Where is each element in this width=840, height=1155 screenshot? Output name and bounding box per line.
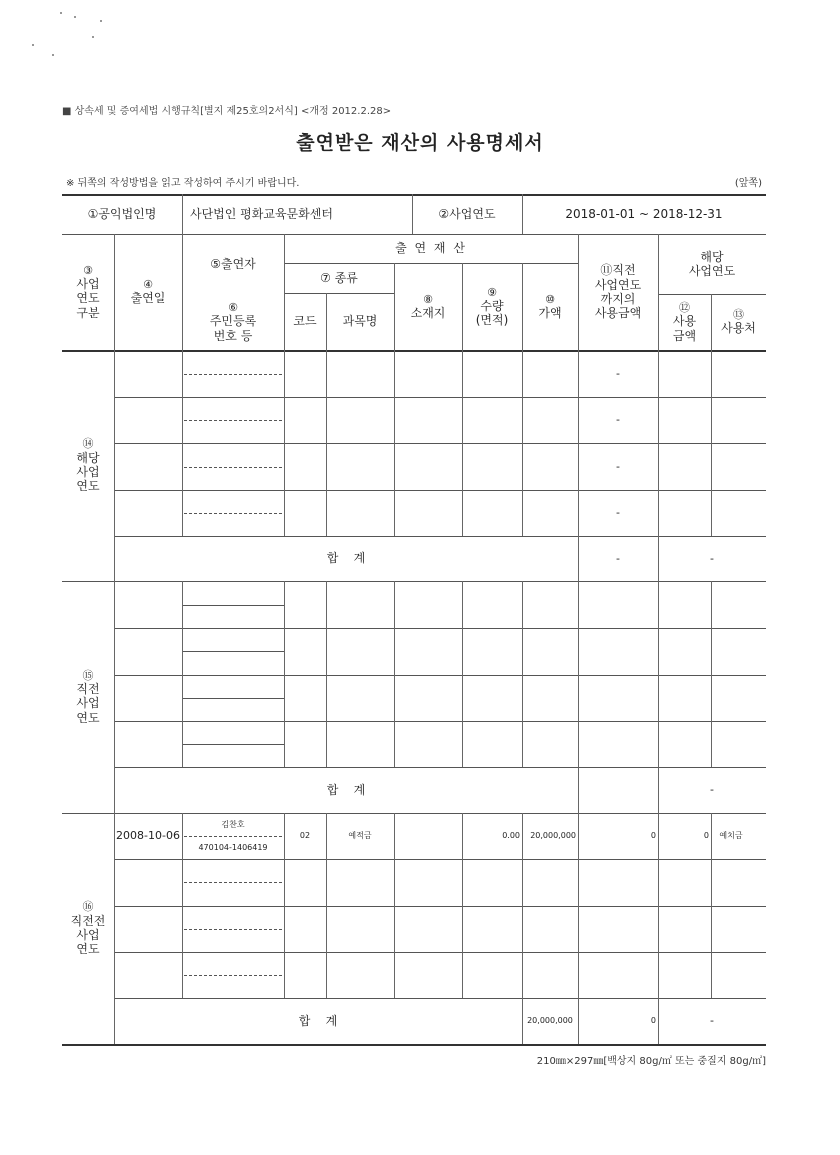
col-prior-used-header: ⑪직전 사업연도 까지의 사용금액 [594, 263, 642, 321]
s16-total-label: 합 계 [298, 1013, 338, 1028]
section15-label: 직전 사업 연도 [76, 682, 100, 725]
s16-row1-use: 예치금 [719, 831, 743, 841]
section-two-years-prior-label [62, 813, 114, 1044]
col-contribution-date-header [114, 234, 182, 350]
s14-total-prior-used: - [616, 551, 620, 565]
col-subject-header: 과목명 [342, 314, 378, 329]
col-kind-header: ⑦ 종류 [320, 270, 358, 285]
col8-number: ⑧ [423, 292, 433, 306]
page-side-label: (앞쪽) [734, 178, 762, 189]
section15-number: ⑮ [82, 668, 94, 682]
s14-total-current: - [710, 551, 714, 565]
s14-row4-prior-used: - [616, 506, 620, 520]
scan-specks [30, 10, 120, 60]
current-year-group-header: 해당 사업연도 [688, 249, 736, 278]
col9-number: ⑨ [487, 285, 497, 299]
section-current-year-label [62, 350, 114, 581]
s16-row1-subject: 예적금 [348, 831, 372, 841]
s16-total-value: 20,000,000 [527, 1016, 573, 1026]
org-name-label: ①공익법인명 [87, 207, 157, 222]
col-year-division-header [62, 234, 114, 350]
col6-number: ⑥ [228, 301, 238, 315]
col4-number: ④ [143, 278, 153, 292]
col-quantity-header [462, 263, 522, 350]
col12-number: ⑫ [679, 301, 690, 315]
col10-label: 가액 [538, 305, 562, 320]
business-year-label: ②사업연도 [438, 207, 496, 222]
col-location-header [394, 263, 462, 350]
col3-label: 사업 연도 구분 [76, 277, 100, 320]
document-title: 출연받은 재산의 사용명세서 [296, 132, 544, 154]
s16-row1-prior-used: 0 [650, 831, 656, 841]
s16-row1-value: 20,000,000 [530, 831, 576, 841]
section14-number: ⑭ [82, 437, 94, 451]
s16-row1-reg-no: 470104-1406419 [198, 842, 268, 852]
section-prior-year-label [62, 581, 114, 813]
paper-spec-footer: 210㎜×297㎜[백상지 80g/㎡ 또는 중질지 80g/㎡] [536, 1056, 766, 1067]
property-group-header: 출 연 재 산 [395, 241, 467, 256]
law-reference: ■ 상속세 및 증여세법 시행규칙[별지 제25호의2서식] <개정 2012.2.28> [62, 106, 392, 117]
s16-row1-used-amount: 0 [703, 831, 709, 841]
s15-total-label: 합 계 [326, 782, 366, 797]
business-year-value: 2018-01-01 ~ 2018-12-31 [565, 207, 723, 222]
col10-number: ⑩ [545, 292, 555, 306]
section14-label: 해당 사업 연도 [76, 450, 100, 494]
col-value-header [522, 263, 578, 350]
s16-total-prior-used: 0 [650, 1016, 656, 1026]
s14-row1-prior-used: - [616, 366, 620, 380]
col3-number: ③ [83, 263, 93, 277]
s14-total-label: 합 계 [326, 551, 366, 566]
col-contributor-header: ⑤출연자 [210, 256, 256, 271]
col9-label: 수량 (면적) [475, 298, 509, 328]
col13-number: ⑬ [733, 308, 744, 322]
col12-label: 사용 금액 [672, 314, 697, 343]
s15-total-current: - [710, 783, 714, 797]
s16-row1-contributor: 김찬호 [221, 819, 245, 829]
s16-row1-code: 02 [299, 831, 311, 841]
col-registration-number-header [182, 294, 284, 350]
section16-label: 직전전 사업 연도 [70, 913, 106, 957]
col4-label: 출연일 [130, 291, 166, 306]
s16-row1-quantity: 0.00 [502, 831, 520, 841]
s16-total-current: - [710, 1014, 714, 1028]
s14-row2-prior-used: - [616, 413, 620, 427]
s16-row1-date: 2008-10-06 [116, 829, 180, 843]
s14-row3-prior-used: - [616, 459, 620, 473]
org-name-value: 사단법인 평화교육문화센터 [190, 207, 333, 222]
col13-label: 사용처 [721, 321, 756, 336]
col-used-amount-header [658, 294, 711, 350]
col-use-header [711, 294, 766, 350]
instruction-notice: ※ 뒤쪽의 작성방법을 읽고 작성하여 주시기 바랍니다. [66, 178, 300, 189]
col8-label: 소재지 [410, 305, 446, 320]
col-code-header: 코드 [293, 314, 317, 329]
col6-label: 주민등록 번호 등 [209, 314, 257, 343]
section16-number: ⑯ [82, 900, 94, 914]
